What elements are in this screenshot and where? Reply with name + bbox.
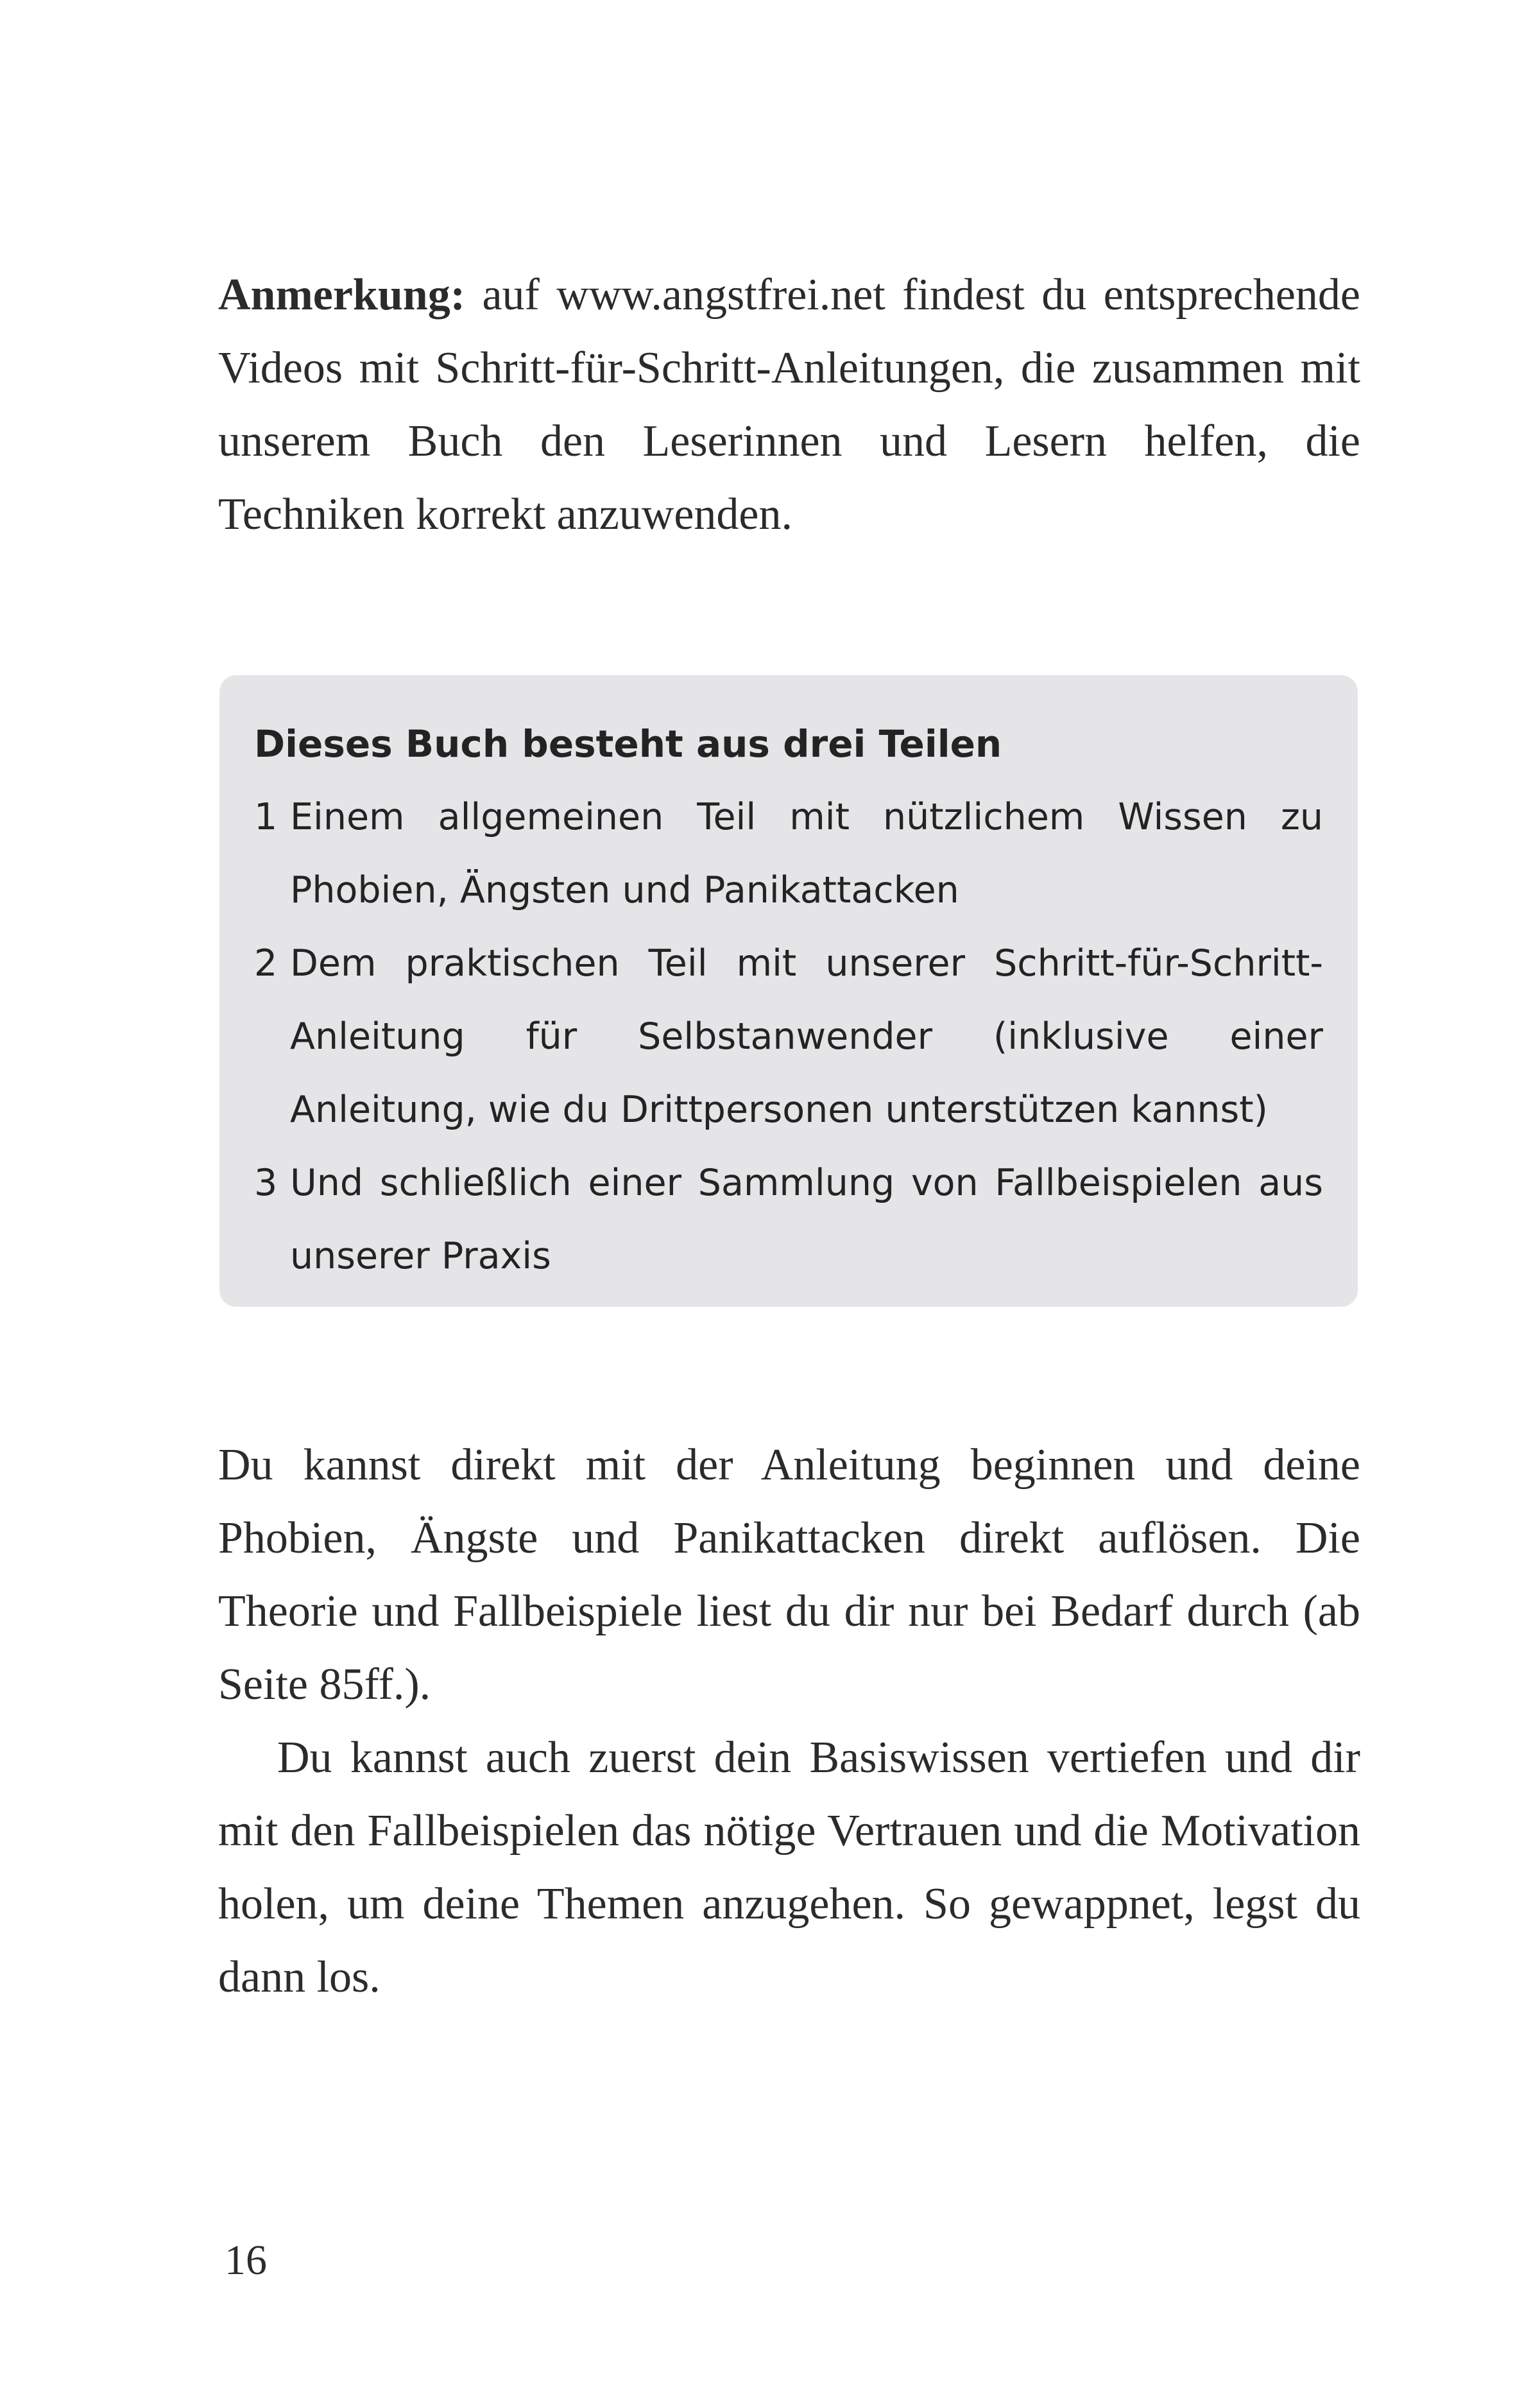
- list-item-text: Und schließlich einer Sammlung von Fallbeispielen aus unserer Praxis: [290, 1162, 1323, 1277]
- note-label: Anmerkung:: [218, 270, 466, 320]
- list-item-number: 2: [254, 942, 278, 985]
- note-text: auf www.angstfrei.net findest du entsprechende Videos mit Schritt-für-Schritt-Anleitungen, die zusammen mit unserem Buch den Leserinnen und Lesern helfen, die Techniken korrekt anzuwenden.: [218, 270, 1360, 539]
- body-paragraph-1: Du kannst direkt mit der Anleitung beginnen und deine Phobien, Ängste und Panikattacken direkt auflösen. Die Theorie und Fallbeispiele liest du dir nur bei Bedarf durch (ab Seite 85ff.).: [218, 1440, 1360, 1709]
- page-number: 16: [225, 2237, 267, 2284]
- info-box: [219, 675, 1358, 1307]
- list-item-text: Einem allgemeinen Teil mit nützlichem Wissen zu Phobien, Ängsten und Panikattacken: [290, 796, 1323, 911]
- note-paragraph: [218, 259, 1360, 551]
- info-box-title: Dieses Buch besteht aus drei Teilen: [254, 722, 1002, 766]
- body-paragraph-2: Du kannst auch zuerst dein Basiswissen vertiefen und dir mit den Fallbeispielen das nötige Vertrauen und die Motivation holen, um deine Themen anzugehen. So gewappnet, legst du dann los.: [218, 1733, 1360, 2002]
- info-box-list: [254, 780, 1323, 1293]
- list-item-text: Dem praktischen Teil mit unserer Schritt-für-Schritt-Anleitung für Selbstanwender (inklusive einer Anleitung, wie du Drittpersonen unterstützen kannst): [290, 942, 1323, 1131]
- list-item-number: 3: [254, 1162, 278, 1204]
- list-item-number: 1: [254, 796, 278, 838]
- list-item: [254, 780, 1323, 927]
- list-item: [254, 1146, 1323, 1293]
- list-item: [254, 927, 1323, 1146]
